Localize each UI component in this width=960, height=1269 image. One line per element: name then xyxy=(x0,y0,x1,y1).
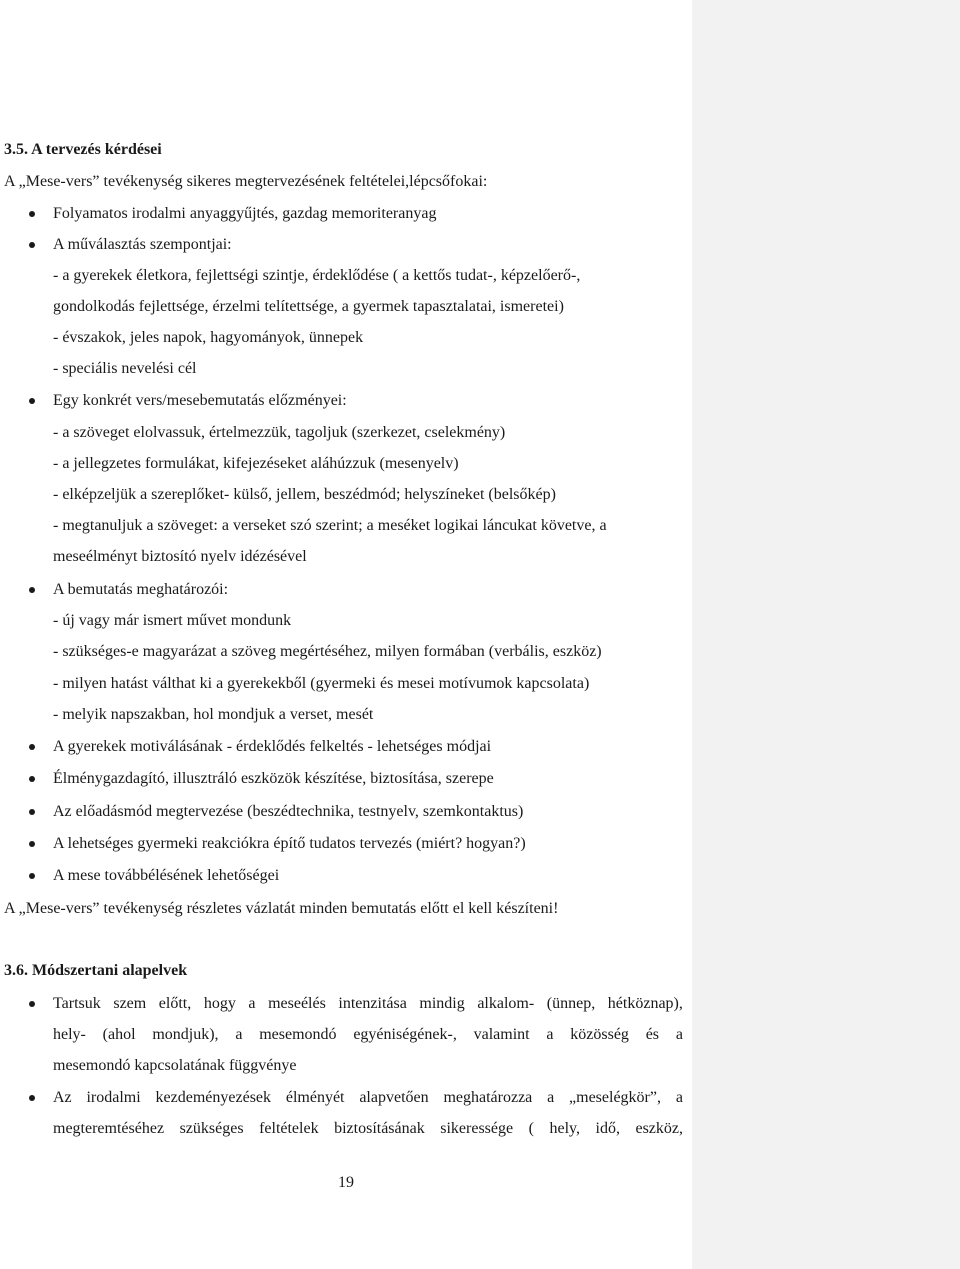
bullet-icon xyxy=(29,744,35,750)
bullet-icon xyxy=(29,873,35,879)
sub-list-item: - melyik napszakban, hol mondjuk a verset, mesét xyxy=(53,706,374,723)
bullet-icon xyxy=(29,809,35,815)
list-item: A lehetséges gyermeki reakciókra építő tudatos tervezés (miért? hogyan?) xyxy=(53,835,526,852)
list-item-line: megteremtéséhez szükséges feltételek biztosításának sikeressége ( hely, idő, eszköz, xyxy=(53,1120,683,1137)
bullet-icon xyxy=(29,398,35,404)
sub-list-item: - a gyerekek életkora, fejlettségi szintje, érdeklődése ( a kettős tudat-, képzelőerő-, xyxy=(53,267,581,284)
section-heading-3-6: 3.6. Módszertani alapelvek xyxy=(4,962,188,979)
sub-list-item: - elképzeljük a szereplőket- külső, jellem, beszédmód; helyszíneket (belsőkép) xyxy=(53,486,556,503)
list-item-line: mesemondó kapcsolatának függvénye xyxy=(53,1057,297,1074)
intro-paragraph: A „Mese-vers” tevékenység sikeres megtervezésének feltételei,lépcsőfokai: xyxy=(4,173,488,190)
list-item-line: Tartsuk szem előtt, hogy a meseélés intenzitása mindig alkalom- (ünnep, hétköznap), xyxy=(53,995,683,1012)
bullet-icon xyxy=(29,211,35,217)
list-item: Folyamatos irodalmi anyaggyűjtés, gazdag memoriteranyag xyxy=(53,205,437,222)
section-heading-3-5: 3.5. A tervezés kérdései xyxy=(4,141,162,158)
bullet-icon xyxy=(29,841,35,847)
sub-list-item: - új vagy már ismert művet mondunk xyxy=(53,612,292,629)
list-item-line: Az irodalmi kezdeményezések élményét alapvetően meghatározza a „meselégkör”, a xyxy=(53,1089,683,1106)
list-item: A műválasztás szempontjai: xyxy=(53,236,232,253)
bullet-icon xyxy=(29,587,35,593)
sub-list-item: - speciális nevelési cél xyxy=(53,360,197,377)
list-item: Élménygazdagító, illusztráló eszközök készítése, biztosítása, szerepe xyxy=(53,770,494,787)
list-item: A gyerekek motiválásának - érdeklődés felkeltés - lehetséges módjai xyxy=(53,738,492,755)
list-item-line: hely- (ahol mondjuk), a mesemondó egyéniségének-, valamint a közösség és a xyxy=(53,1026,683,1043)
bullet-icon xyxy=(29,242,35,248)
bullet-icon xyxy=(29,1095,35,1101)
sub-list-item: - évszakok, jeles napok, hagyományok, ünnepek xyxy=(53,329,364,346)
sub-list-item: - milyen hatást válthat ki a gyerekekből (gyermeki és mesei motívumok kapcsolata) xyxy=(53,675,590,692)
list-item: Az előadásmód megtervezése (beszédtechnika, testnyelv, szemkontaktus) xyxy=(53,803,524,820)
list-item: A bemutatás meghatározói: xyxy=(53,581,229,598)
sub-list-item: - a jellegzetes formulákat, kifejezéseket aláhúzzuk (mesenyelv) xyxy=(53,455,459,472)
list-item: A mese továbbélésének lehetőségei xyxy=(53,867,280,884)
page-number: 19 xyxy=(338,1174,354,1191)
bullet-icon xyxy=(29,1001,35,1007)
list-item: Egy konkrét vers/mesebemutatás előzményei: xyxy=(53,392,347,409)
closing-paragraph: A „Mese-vers” tevékenység részletes vázlatát minden bemutatás előtt el kell készíteni! xyxy=(4,900,559,917)
comment-margin-pane xyxy=(692,0,960,1269)
sub-list-item: - a szöveget elolvassuk, értelmezzük, tagoljuk (szerkezet, cselekmény) xyxy=(53,424,506,441)
bullet-icon xyxy=(29,776,35,782)
sub-list-item-continuation: gondolkodás fejlettsége, érzelmi telítettsége, a gyermek tapasztalatai, ismeretei) xyxy=(53,298,564,315)
sub-list-item: - megtanuljuk a szöveget: a verseket szó szerint; a meséket logikai láncukat követve, a xyxy=(53,517,607,534)
sub-list-item: - szükséges-e magyarázat a szöveg megértéséhez, milyen formában (verbális, eszköz) xyxy=(53,643,602,660)
sub-list-item-continuation: meseélményt biztosító nyelv idézésével xyxy=(53,548,307,565)
